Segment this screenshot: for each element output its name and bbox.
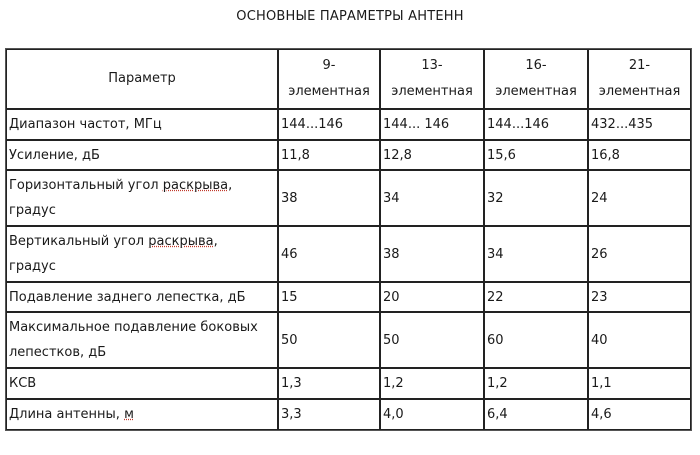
row-label: Усиление, дБ — [6, 140, 278, 170]
cell: 32 — [484, 170, 588, 226]
cell: 50 — [278, 312, 380, 368]
cell: 1,1 — [588, 368, 691, 399]
header-col-9-line2: элементная — [288, 84, 370, 99]
cell: 24 — [588, 170, 691, 226]
row-label — [6, 226, 278, 282]
header-col-9-line1: 9- — [322, 58, 336, 73]
row-label-line2: градус — [9, 203, 56, 218]
cell: 4,6 — [588, 399, 691, 430]
cell: 144...146 — [278, 109, 380, 140]
table-header-row — [6, 49, 691, 109]
table-row — [6, 226, 691, 282]
cell: 1,3 — [278, 368, 380, 399]
cell: 3,3 — [278, 399, 380, 430]
row-label — [6, 312, 278, 368]
row-label-part: , — [213, 234, 218, 249]
header-col-16 — [484, 49, 588, 109]
row-label-part: , — [228, 178, 233, 193]
header-col-21-line1: 21- — [628, 58, 651, 73]
cell: 15,6 — [484, 140, 588, 170]
cell: 144... 146 — [380, 109, 484, 140]
header-col-13-line2: элементная — [391, 84, 473, 99]
row-label-part: Длина антенны, — [9, 407, 125, 422]
row-label — [6, 170, 278, 226]
cell: 34 — [484, 226, 588, 282]
cell: 1,2 — [484, 368, 588, 399]
row-label-part: Горизонтальный угол — [9, 178, 163, 193]
cell: 15 — [278, 282, 380, 312]
header-col-13 — [380, 49, 484, 109]
cell: 60 — [484, 312, 588, 368]
header-param: Параметр — [6, 49, 278, 109]
cell: 23 — [588, 282, 691, 312]
row-label — [6, 399, 278, 430]
cell: 26 — [588, 226, 691, 282]
cell: 46 — [278, 226, 380, 282]
cell: 38 — [380, 226, 484, 282]
table-row — [6, 282, 691, 312]
cell: 38 — [278, 170, 380, 226]
header-col-9 — [278, 49, 380, 109]
cell: 4,0 — [380, 399, 484, 430]
row-label-line2: градус — [9, 259, 56, 274]
header-col-13-line1: 13- — [421, 58, 443, 73]
cell: 6,4 — [484, 399, 588, 430]
cell: 22 — [484, 282, 588, 312]
cell: 432...435 — [588, 109, 691, 140]
cell: 34 — [380, 170, 484, 226]
table-row — [6, 312, 691, 368]
cell: 50 — [380, 312, 484, 368]
table-row — [6, 368, 691, 399]
header-col-16-line2: элементная — [495, 84, 577, 99]
table-row — [6, 170, 691, 226]
cell: 40 — [588, 312, 691, 368]
cell: 11,8 — [278, 140, 380, 170]
cell: 144...146 — [484, 109, 588, 140]
header-col-16-line1: 16- — [525, 58, 547, 73]
cell: 20 — [380, 282, 484, 312]
row-label: Подавление заднего лепестка, дБ — [6, 282, 278, 312]
row-label-line2: лепестков, дБ — [9, 345, 107, 360]
cell: 12,8 — [380, 140, 484, 170]
row-label-underlined: м — [124, 407, 134, 422]
antenna-parameters-table — [5, 48, 692, 431]
header-col-21-line2: элементная — [598, 84, 681, 99]
page-title: ОСНОВНЫЕ ПАРАМЕТРЫ АНТЕНН — [236, 9, 464, 24]
cell: 1,2 — [380, 368, 484, 399]
table-row — [6, 399, 691, 430]
row-label-underlined: раскрыва — [148, 234, 214, 249]
table-row — [6, 140, 691, 170]
row-label-line1: Максимальное подавление боковых — [9, 320, 258, 335]
cell: 16,8 — [588, 140, 691, 170]
row-label-part: Вертикальный угол — [9, 234, 149, 249]
table-row — [6, 109, 691, 140]
row-label: КСВ — [6, 368, 278, 399]
header-col-21 — [588, 49, 691, 109]
row-label: Диапазон частот, МГц — [6, 109, 278, 140]
row-label-underlined: раскрыва — [162, 178, 229, 193]
